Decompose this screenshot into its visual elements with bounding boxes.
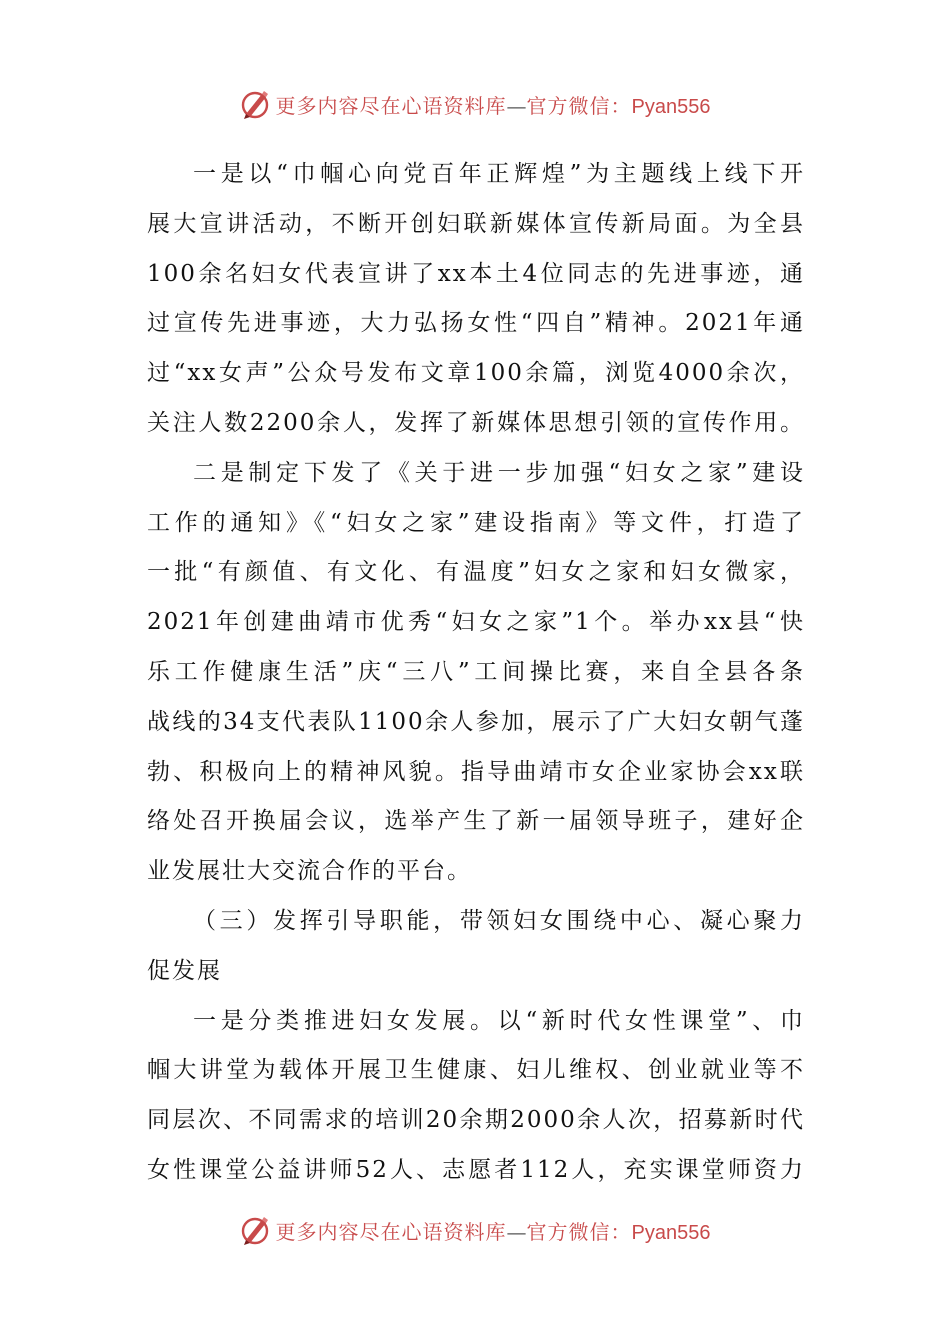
header-text — [276, 90, 711, 119]
footer-suffix: 官方微信： — [526, 1219, 632, 1244]
body-line: 业发展壮大交流合作的平台。 — [147, 858, 472, 885]
body-text — [147, 150, 805, 1196]
header-wechat: Pyan556 — [631, 95, 711, 118]
body-line: 过宣传先进事迹，大力弘扬女性“四自”精神。2021年通 — [147, 310, 805, 337]
body-line: 关注人数2200余人，发挥了新媒体思想引领的宣传作用。 — [147, 409, 805, 436]
header-suffix: 官方微信： — [526, 93, 632, 118]
footer-text — [276, 1216, 711, 1245]
body-line: 工作的通知》《“妇女之家”建设指南》等文件，打造了 — [147, 509, 805, 536]
body-line: 2021年创建曲靖市优秀“妇女之家”1个。举办xx县“快 — [147, 609, 805, 636]
body-line: 一是以“巾帼心向党百年正辉煌”为主题线上线下开 — [193, 161, 805, 187]
body-line: 过“xx女声”公众号发布文章100余篇，浏览4000余次， — [147, 360, 805, 387]
footer-dash: — — [506, 1219, 527, 1244]
footer-banner — [0, 1210, 950, 1250]
body-line: 乐工作健康生活”庆“三八”工间操比赛，来自全县各条 — [147, 658, 805, 685]
body-line: 帼大讲堂为载体开展卫生健康、妇儿维权、创业就业等不 — [147, 1057, 805, 1084]
body-line: 一批“有颜值、有文化、有温度”妇女之家和妇女微家， — [147, 559, 805, 586]
body-line: 100余名妇女代表宣讲了xx本土4位同志的先进事迹，通 — [147, 260, 805, 287]
pen-logo-icon — [240, 88, 272, 120]
section-heading: （三）发挥引导职能，带领妇女围绕中心、凝心聚力 — [193, 907, 805, 934]
body-line: 络处召开换届会议，选举产生了新一届领导班子，建好企 — [147, 808, 805, 835]
body-line: 同层次、不同需求的培训20余期2000余人次，招募新时代 — [147, 1107, 805, 1134]
header-dash: — — [506, 93, 527, 118]
body-line: 战线的34支代表队1100余人参加，展示了广大妇女朝气蓬 — [147, 708, 805, 735]
body-line: 二是制定下发了《关于进一步加强“妇女之家”建设 — [193, 459, 805, 486]
header-banner — [0, 84, 950, 124]
pen-logo-icon — [240, 1214, 272, 1246]
body-line: 女性课堂公益讲师52人、志愿者112人，充实课堂师资力 — [147, 1156, 805, 1183]
body-line: 一是分类推进妇女发展。以“新时代女性课堂”、巾 — [193, 1007, 805, 1034]
footer-wechat: Pyan556 — [631, 1221, 711, 1244]
section-heading-cont: 促发展 — [147, 957, 222, 984]
header-title: 更多内容尽在心语资料库 — [275, 93, 507, 118]
body-line: 勃、积极向上的精神风貌。指导曲靖市女企业家协会xx联 — [147, 758, 805, 785]
footer-title: 更多内容尽在心语资料库 — [275, 1219, 507, 1244]
body-line: 展大宣讲活动，不断开创妇联新媒体宣传新局面。为全县 — [147, 210, 805, 237]
